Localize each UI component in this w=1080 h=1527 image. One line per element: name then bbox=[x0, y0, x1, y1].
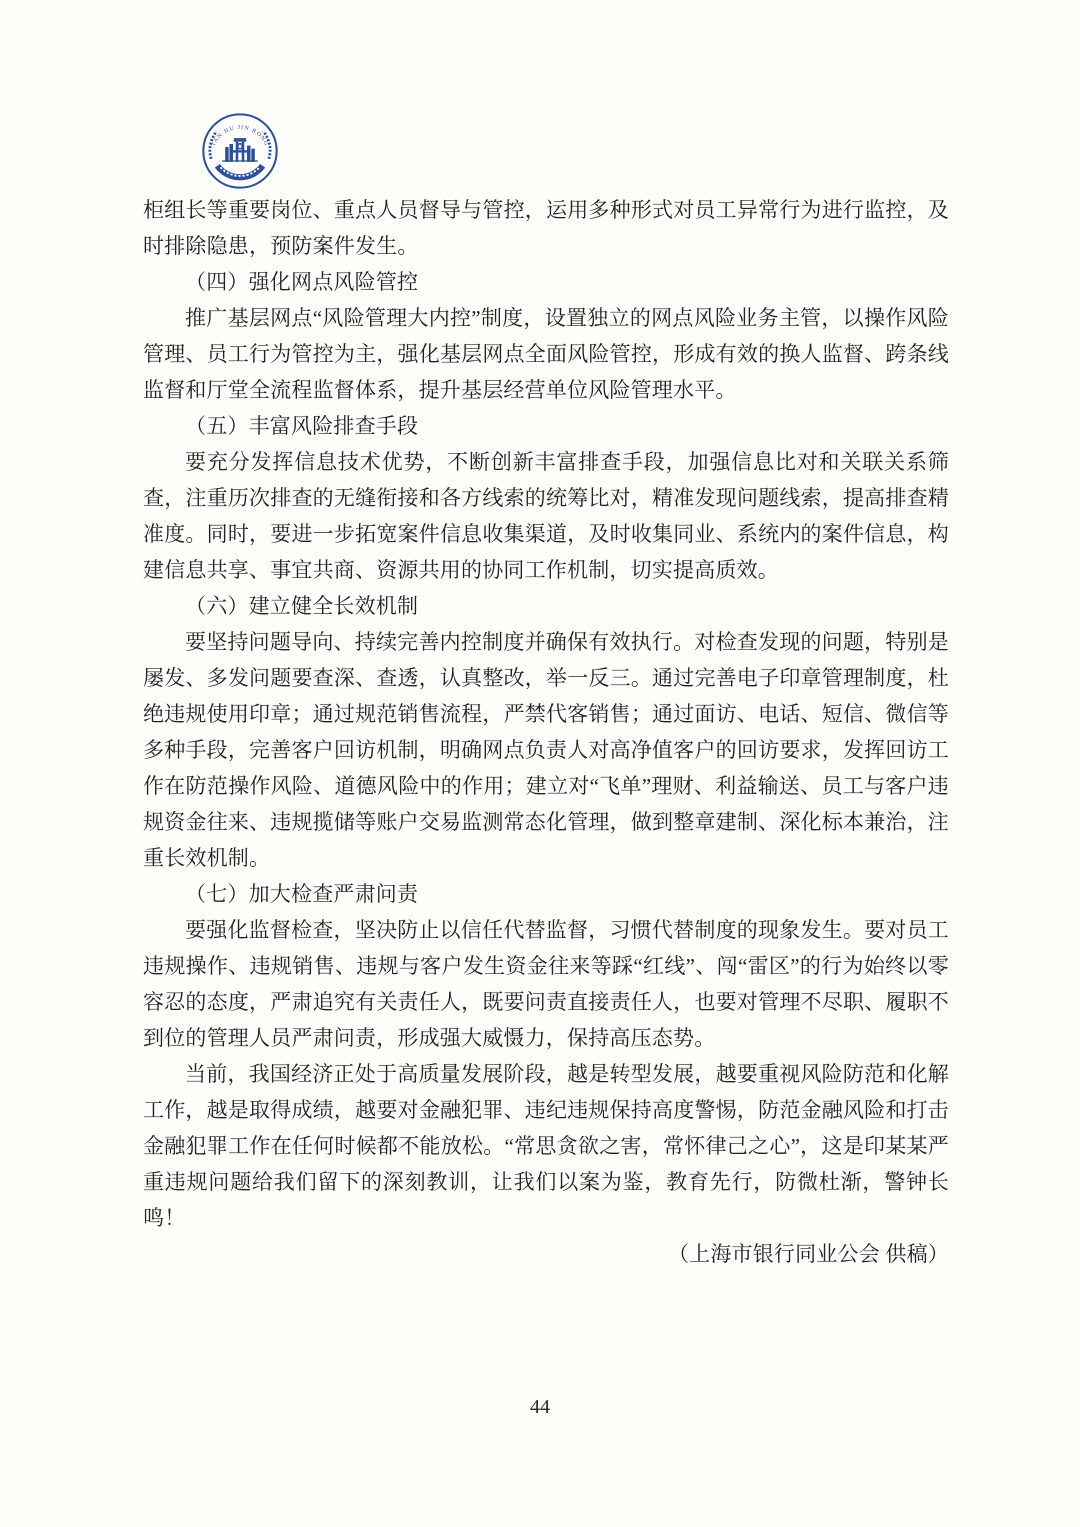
section-heading-7: （七）加大检查严肃问责 bbox=[185, 882, 419, 906]
page-number: 44 bbox=[530, 1396, 550, 1418]
paragraph-continuation: 柜组长等重要岗位、重点人员督导与管控，运用多种形式对员工异常行为进行监控，及时排除隐患，预防案件发生。 bbox=[143, 198, 949, 258]
closing-paragraph: 当前，我国经济正处于高质量发展阶段，越是转型发展，越要重视风险防范和化解工作，越是取得成绩，越要对金融犯罪、违纪违规保持高度警惕，防范金融风险和打击金融犯罪工作在任何时候都不能放松。“常思贪欲之害，常怀律己之心”，这是印某某严重违规问题给我们留下的深刻教训，让我们以案为鉴，教育先行，防微杜渐，警钟长鸣！ bbox=[143, 1062, 949, 1230]
section-heading-6: （六）建立健全长效机制 bbox=[185, 594, 419, 618]
attribution-line: （上海市银行同业公会 供稿） bbox=[667, 1242, 949, 1266]
section-body-6: 要坚持问题导向、持续完善内控制度并确保有效执行。对检查发现的问题，特别是屡发、多发问题要查深、查透，认真整改，举一反三。通过完善电子印章管理制度，杜绝违规使用印章；通过规范销售流程，严禁代客销售；通过面访、电话、短信、微信等多种手段，完善客户回访机制，明确网点负责人对高净值客户的回访要求，发挥回访工作在防范操作风险、道德风险中的作用；建立对“飞单”理财、利益输送、员工与客户违规资金往来、违规揽储等账户交易监测常态化管理，做到整章建制、深化标本兼治，注重长效机制。 bbox=[143, 630, 949, 870]
section-heading-4: （四）强化网点风险管控 bbox=[185, 270, 419, 294]
section-body-4: 推广基层网点“风险管理大内控”制度，设置独立的网点风险业务主管，以操作风险管理、员工行为管控为主，强化基层网点全面风险管控，形成有效的换人监督、跨条线监督和厅堂全流程监督体系，提升基层经营单位风险管理水平。 bbox=[143, 306, 949, 402]
association-logo-icon bbox=[201, 111, 279, 191]
section-body-5: 要充分发挥信息技术优势，不断创新丰富排查手段，加强信息比对和关联关系筛查，注重历次排查的无缝衔接和各方线索的统筹比对，精准发现问题线索，提高排查精准度。同时，要进一步拓宽案件信息收集渠道，及时收集同业、系统内的案件信息，构建信息共享、事宜共商、资源共用的协同工作机制，切实提高质效。 bbox=[143, 450, 949, 582]
emblem-svg bbox=[201, 111, 279, 191]
document-body bbox=[143, 192, 949, 1272]
section-body-7: 要强化监督检查，坚决防止以信任代替监督，习惯代替制度的现象发生。要对员工违规操作、违规销售、违规与客户发生资金往来等踩“红线”、闯“雷区”的行为始终以零容忍的态度，严肃追究有关责任人，既要问责直接责任人，也要对管理不尽职、履职不到位的管理人员严肃问责，形成强大威慑力，保持高压态势。 bbox=[143, 918, 949, 1050]
emblem-arc-text: TAN HU JIN RONG bbox=[210, 124, 270, 148]
section-heading-5: （五）丰富风险排查手段 bbox=[185, 414, 419, 438]
